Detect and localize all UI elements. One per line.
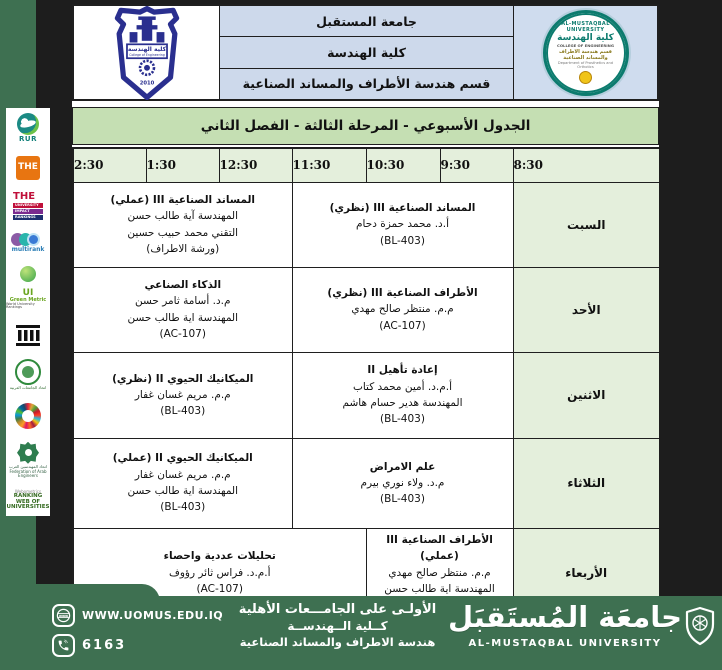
time-930: 9:30: [440, 148, 513, 182]
table-row-saturday: [73, 182, 659, 267]
shield-college-en: College of Engineering: [128, 52, 165, 57]
impact-bar-impact: IMPACT: [13, 209, 43, 214]
tuesday-morning-class: علم الامراض م.د. ولاء نوري بيرم (BL-403): [292, 438, 513, 528]
monday-morning-class: إعادة تأهيل II أ.م.د. أمين محمد كتاب المهندسة هدير حسام هاشم (BL-403): [292, 352, 513, 438]
time-header-row: [73, 148, 659, 182]
schedule-page: [72, 4, 659, 597]
svg-text:www: www: [58, 613, 69, 618]
seal-dept-en: Department of Prosthetics and Orthotics: [557, 61, 614, 69]
footer-phone-row: [52, 634, 223, 657]
multirank-label: multirank: [11, 246, 45, 254]
seal-gold-emblem-icon: [579, 71, 592, 84]
sunday-morning-class: الأطراف الصناعية III (نظري) م.م. منتظر صالح مهدي (AC-107): [292, 267, 513, 352]
time-130: 1:30: [146, 148, 219, 182]
wednesday-morning-class: الأطراف الصناعية III (عملي) م.م. منتظر صالح مهدي المهندسة اية طالب حسن: [366, 528, 513, 597]
webometrics-name: Webometrics: [14, 489, 42, 495]
impact-bar-university: UNIVERSITY: [13, 203, 43, 208]
college-shield-logo-cell: [74, 6, 220, 99]
greenmetric-icon: [20, 266, 36, 282]
footer-contact-block: [52, 604, 223, 657]
arab-universities-label: اتحاد الجامعات العربية: [9, 385, 47, 391]
footer-department: هندسة الاطراف والمساند الصناعية: [239, 635, 436, 649]
sdg-goals-logo: [15, 403, 41, 429]
footer-shield-emblem-icon: [684, 606, 716, 650]
multirank-logo: [12, 233, 45, 253]
university-calligraphy: جامعَة المُستَقبَل: [447, 600, 682, 634]
footer-slogan: الأولـى على الجامـــعات الأهلية: [238, 602, 437, 617]
rur-label: RUR: [19, 135, 37, 143]
college-name-title: كلية الهندسة: [220, 37, 513, 68]
ui-greenmetric-logo: [6, 266, 50, 310]
day-label-monday: الاثنين: [513, 352, 659, 438]
day-label-sunday: الأحد: [513, 267, 659, 352]
globe-www-icon: [52, 604, 75, 627]
time-1230: 12:30: [219, 148, 292, 182]
table-row-tuesday: [73, 438, 659, 528]
college-shield-logo: [101, 7, 193, 99]
the-label: THE: [18, 162, 38, 173]
webometrics-logo: [6, 490, 50, 511]
footer-website: WWW.UOMUS.EDU.IQ: [82, 609, 224, 622]
greenmetric-name: Green Metric: [9, 296, 47, 303]
header-title-rows: [220, 6, 513, 99]
saturday-afternoon-class: المساند الصناعية III (عملي) المهندسة آية طالب حسن التقني محمد حبيب حسين (ورشة الاطراف): [73, 182, 292, 267]
arab-engineers-label-en: Federation of Arab Engineers: [9, 468, 47, 478]
arab-engineers-label-ar: اتحاد المهندسين العرب: [9, 463, 47, 469]
footer-website-row: [52, 604, 223, 627]
saturday-morning-class: المساند الصناعية III (نظري) أ.د. محمد حمزة دحام (BL-403): [292, 182, 513, 267]
university-name-title: جامعة المستقبل: [220, 6, 513, 37]
table-row-monday: [73, 352, 659, 438]
schedule-banner-title: الجدول الأسبوعي - المرحلة الثالثة - الفصل الثاني: [72, 107, 659, 145]
laurel-wreath-icon: [15, 359, 41, 385]
greenmetric-sub: World University Rankings: [6, 301, 35, 310]
monday-afternoon-class: الميكانيك الحيوي II (نظري) م.م. مريم غسان غفار (BL-403): [73, 352, 292, 438]
table-row-wednesday: [73, 528, 659, 597]
multirank-icon: [16, 233, 40, 246]
page-header: [72, 4, 659, 101]
the-impact-label: THE: [13, 191, 36, 203]
webometrics-label: RANKING WEB OF UNIVERSITIES: [6, 493, 50, 511]
day-label-tuesday: الثلاثاء: [513, 438, 659, 528]
time-1030: 10:30: [366, 148, 440, 182]
sdg-wheel-icon: [15, 403, 41, 429]
shield-college-ar: كلية الهندسة: [127, 45, 166, 53]
sunday-afternoon-class: الذكاء الصناعي م.د. أسامة ثامر حسن المهندسة اية طالب حسن (AC-107): [73, 267, 292, 352]
university-building-icon: [14, 323, 42, 347]
rur-ranking-logo: [17, 113, 39, 143]
wednesday-afternoon-class: تحليلات عددية واحصاء أ.م.د. فراس ثائر رؤوف (AC-107): [73, 528, 366, 597]
arab-engineers-emblem-icon: [17, 442, 39, 464]
department-seal-logo: [543, 10, 629, 96]
footer-college: كــلية الــهندســة: [287, 619, 388, 633]
the-icon: [16, 156, 40, 180]
weekly-schedule-table: [72, 147, 659, 597]
department-name-title: قسم هندسة الأطراف والمساند الصناعية: [220, 69, 513, 99]
department-seal-cell: [513, 6, 657, 99]
university-name-en: AL-MUSTAQBAL UNIVERSITY: [468, 637, 662, 649]
the-ranking-logo: [16, 156, 40, 180]
day-label-saturday: السبت: [513, 182, 659, 267]
footer-university-logo: [448, 599, 682, 649]
time-230: 2:30: [73, 148, 146, 182]
arab-universities-logo: [10, 359, 46, 390]
rur-icon: [17, 113, 39, 135]
time-830: 8:30: [513, 148, 659, 182]
greenmetric-ui: UI: [22, 287, 34, 298]
day-label-wednesday: الأربعاء: [513, 528, 659, 597]
impact-bar-rankings: RANKINGS: [13, 215, 43, 220]
arab-engineers-logo: [6, 442, 50, 478]
footer-center-text: [225, 602, 450, 649]
seal-dept-ar: قسم هندسة الاطراف والمساند الصناعية: [559, 49, 612, 61]
rankings-sidebar: [6, 108, 50, 516]
table-row-sunday: [73, 267, 659, 352]
seal-university-en: AL-MUSTAQBAL UNIVERSITY: [561, 21, 610, 33]
tuesday-afternoon-class: الميكانيك الحيوي II (عملي) م.م. مريم غسان غفار المهندسة اية طالب حسن (BL-403): [73, 438, 292, 528]
seal-college-en: COLLEGE OF ENGINEERING: [557, 43, 614, 48]
time-1130: 11:30: [292, 148, 366, 182]
phone-icon: [52, 634, 75, 657]
footer-phone: 6163: [82, 638, 127, 653]
page-footer: [0, 596, 722, 670]
the-impact-rankings-logo: [13, 192, 43, 220]
seal-college-ar: كلية الهندسة: [557, 33, 614, 43]
shield-year: 2010: [139, 79, 154, 86]
